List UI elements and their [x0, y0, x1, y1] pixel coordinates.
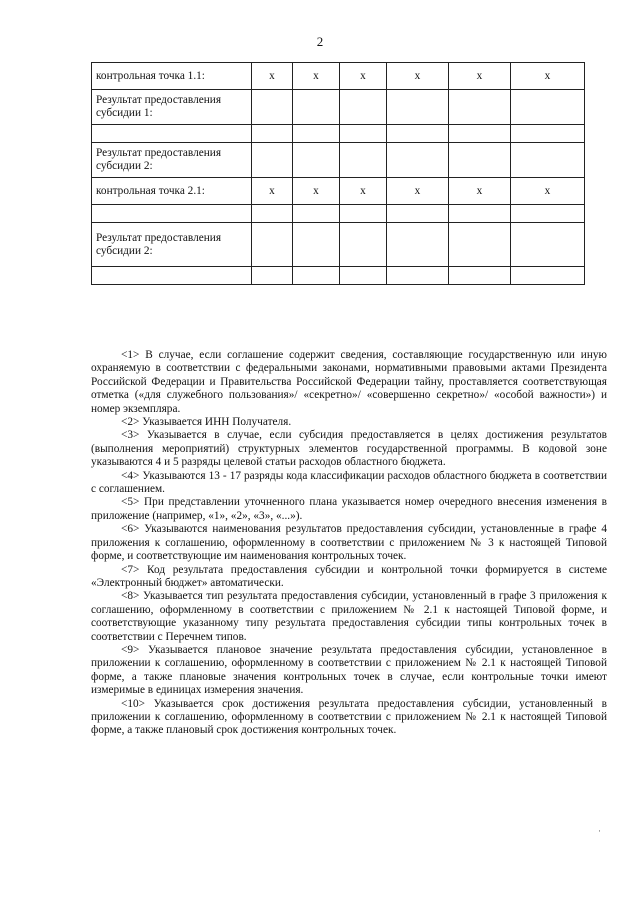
table-cell [449, 205, 511, 223]
scan-mark: · [598, 826, 601, 836]
table-cell: x [252, 178, 293, 205]
table-cell [387, 267, 449, 285]
table-row [92, 267, 585, 285]
footnote-10: <10> Указывается срок достижения результата предоставления субсидии, установленный в приложении к соглашению, оформленному в соответствии с приложением № 2.1 к настоящей Типовой форме, а также плановый срок достижения контрольных точек. [91, 697, 607, 737]
footnote-8: <8> Указывается тип результата предоставления субсидии, установленный в графе 3 приложения к соглашению, оформленному в соответствии с приложением № 2.1 к настоящей Типовой форме, и соответствующие указанному типу результата предоставления субсидии типы контрольных точек в соответствии с Перечнем типов. [91, 590, 607, 643]
footnote-3: <3> Указывается в случае, если субсидия предоставляется в целях достижения результатов (выполнения мероприятий) структурных элементов государственной программы. В кодовой зоне указываются 4 и 5 разряды целевой статьи расходов областного бюджета. [91, 429, 607, 469]
table-row [92, 205, 585, 223]
table-row [92, 143, 585, 178]
row-label: Результат предоставления субсидии 2: [92, 223, 252, 267]
table-cell: x [449, 63, 511, 90]
table-cell [511, 143, 585, 178]
table-cell [387, 125, 449, 143]
table-cell [293, 223, 340, 267]
table-cell [293, 125, 340, 143]
table-cell [449, 90, 511, 125]
table-cell [511, 90, 585, 125]
table-cell [293, 90, 340, 125]
table-cell: x [449, 178, 511, 205]
row-label: Результат предоставления субсидии 2: [92, 143, 252, 178]
table-cell [387, 223, 449, 267]
table-cell [511, 267, 585, 285]
results-table [91, 62, 585, 285]
table-cell [252, 143, 293, 178]
footnote-4: <4> Указываются 13 - 17 разряды кода классификации расходов областного бюджета в соответствии с соглашением. [91, 469, 607, 496]
table-cell [387, 90, 449, 125]
footnote-2: <2> Указывается ИНН Получателя. [121, 416, 292, 429]
footnotes [91, 349, 607, 738]
table-cell: x [511, 63, 585, 90]
table-cell [252, 205, 293, 223]
table-cell: x [293, 63, 340, 90]
footnote-6: <6> Указываются наименования результатов предоставления субсидии, установленные в графе 4 приложения к соглашению, оформленному в соответствии с приложением № 3 к настоящей Типовой форме, и соответствующие им наименования контрольных точек. [91, 523, 607, 563]
row-label: контрольная точка 2.1: [92, 178, 252, 205]
table-cell [252, 267, 293, 285]
table-row [92, 178, 585, 205]
table-cell [293, 205, 340, 223]
table-cell [252, 125, 293, 143]
table-cell: x [387, 63, 449, 90]
table-cell [449, 267, 511, 285]
table-cell: x [252, 63, 293, 90]
table-cell [340, 267, 387, 285]
table-cell [387, 205, 449, 223]
table-cell: x [511, 178, 585, 205]
table-cell [387, 143, 449, 178]
table-cell [340, 223, 387, 267]
table-cell [252, 223, 293, 267]
row-label: Результат предоставления субсидии 1: [92, 90, 252, 125]
table-cell [293, 267, 340, 285]
page-number: 2 [316, 34, 324, 49]
footnote-1: <1> В случае, если соглашение содержит сведения, составляющие государственную или иную охраняемую в соответствии с федеральными законами, нормативными правовыми актами Президента Российской Федерации и Правительства Российской Федерации тайну, проставляется соответствующая отметка («для служебного пользования»/ «секретно»/ «совершенно секретно»/ «особой важности») и номер экземпляра. [91, 349, 607, 415]
table-cell [449, 143, 511, 178]
table-cell [340, 143, 387, 178]
table-cell [340, 125, 387, 143]
table-cell: x [387, 178, 449, 205]
footnote-5: <5> При представлении уточненного плана указывается номер очередного внесения изменения в приложение (например, «1», «2», «3», «...»). [91, 496, 607, 522]
table-cell [340, 205, 387, 223]
table-cell: x [340, 178, 387, 205]
row-label [92, 205, 252, 223]
table-cell [511, 125, 585, 143]
footnote-7: <7> Код результата предоставления субсидии и контрольной точки формируется в системе «Электронный бюджет» автоматически. [91, 563, 607, 589]
table-cell [449, 223, 511, 267]
table-cell [449, 125, 511, 143]
table-row [92, 90, 585, 125]
table-cell [293, 143, 340, 178]
row-label [92, 267, 252, 285]
table-cell [511, 205, 585, 223]
table-cell [340, 90, 387, 125]
row-label: контрольная точка 1.1: [92, 63, 252, 90]
table-row [92, 125, 585, 143]
table-cell [252, 90, 293, 125]
table-cell [511, 223, 585, 267]
table-cell: x [293, 178, 340, 205]
table-row [92, 63, 585, 90]
table-cell: x [340, 63, 387, 90]
row-label [92, 125, 252, 143]
table-row [92, 223, 585, 267]
footnote-9: <9> Указывается плановое значение результата предоставления субсидии, установленное в приложении к соглашению, оформленному в соответствии с приложением № 2.1 к настоящей Типовой форме, а также плановые значения контрольных точек в случае, если контрольные точки имеют измеримые в единицах измерения значения. [91, 643, 607, 697]
